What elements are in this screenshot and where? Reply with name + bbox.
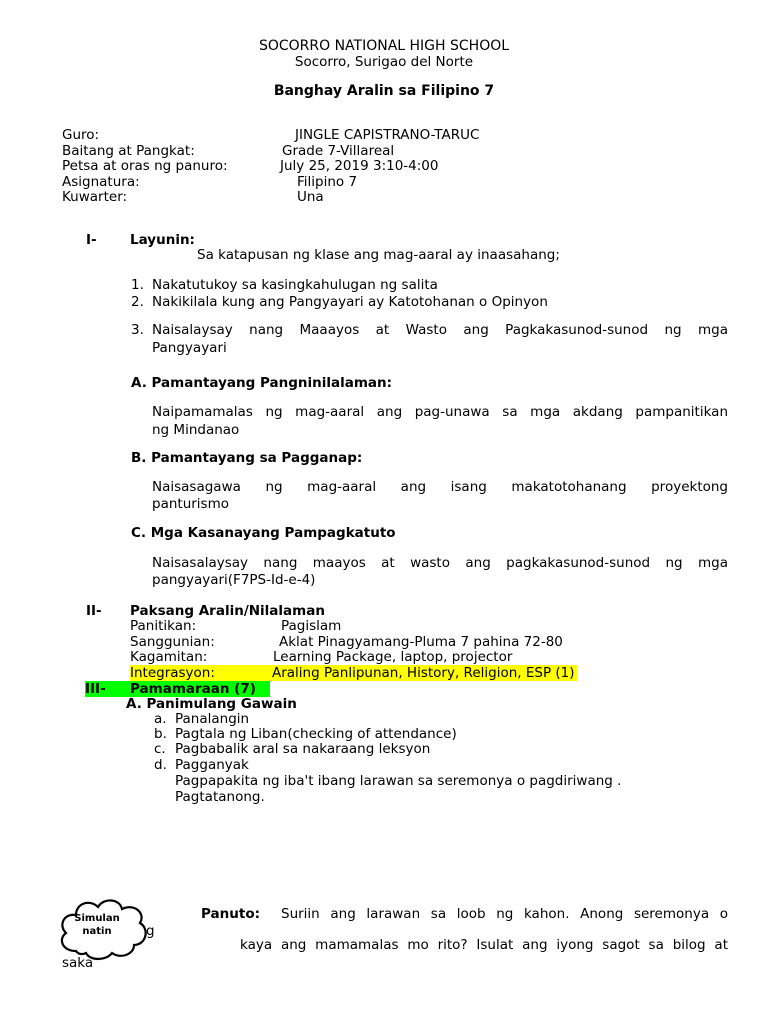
integrasyon-label: Integrasyon: xyxy=(130,665,272,681)
list-item-letter: d. xyxy=(154,757,167,773)
objective-text: Nakikilala kung ang Pangyayari ay Katotohanan o Opinyon xyxy=(152,294,548,310)
panuto-label: Panuto: xyxy=(201,906,260,922)
subsection-b-title: B. Pamantayang sa Pagganap: xyxy=(131,450,363,466)
panitikan-value: Pagislam xyxy=(281,618,342,634)
section1-title: Layunin: xyxy=(130,232,195,248)
sanggunian-label: Sanggunian: xyxy=(130,634,215,650)
section2-title: Paksang Aralin/Nilalaman xyxy=(130,603,325,619)
document-title: Banghay Aralin sa Filipino 7 xyxy=(273,83,495,99)
objective-text-continued: Pangyayari xyxy=(152,340,227,356)
panuto-text-continued: kaya ang mamamalas mo rito? Isulat ang iyong sagot sa bilog at xyxy=(240,937,728,953)
panuto-text: Suriin ang larawan sa loob ng kahon. Anong seremonya o xyxy=(281,906,728,922)
subsection-c-text-continued: pangyayari(F7PS-Id-e-4) xyxy=(152,572,316,588)
objective-number: 1. xyxy=(131,277,144,293)
info-label-asignatura: Asignatura: xyxy=(62,174,140,190)
list-item-letter: a. xyxy=(154,711,167,727)
stray-text-g: g xyxy=(146,923,155,939)
objective-text: Naisalaysay nang Maaayos at Wasto ang Pagkakasunod-sunod ng mga xyxy=(152,322,728,338)
subsection-c-text: Naisasalaysay nang maayos at wasto ang pagkakasunod-sunod ng mga xyxy=(152,555,728,571)
info-label-petsa: Petsa at oras ng panuro: xyxy=(62,158,228,174)
info-value-asignatura: Filipino 7 xyxy=(297,174,358,190)
sanggunian-value: Aklat Pinagyamang-Pluma 7 pahina 72-80 xyxy=(279,634,563,650)
info-label-kuwarter: Kuwarter: xyxy=(62,189,128,205)
subsection-b-text-continued: panturismo xyxy=(152,496,229,512)
subsection-a-title: A. Pamantayang Pangninilalaman: xyxy=(131,375,393,391)
section1-intro: Sa katapusan ng klase ang mag-aaral ay inaasahang; xyxy=(197,247,560,263)
list-item: Pagbabalik aral sa nakaraang leksyon xyxy=(175,741,431,757)
info-value-baitang: Grade 7-Villareal xyxy=(282,143,395,159)
pagganyak-question: Pagtatanong. xyxy=(175,789,265,805)
info-value-guro: JINGLE CAPISTRANO-TARUC xyxy=(295,127,480,143)
stray-text-saka: saka xyxy=(62,955,94,971)
school-name: SOCORRO NATIONAL HIGH SCHOOL xyxy=(258,38,510,54)
cloud-label-line1: Simulan xyxy=(74,913,120,924)
subsection-b-text: Naisasagawa ng mag-aaral ang isang makatotohanang proyektong xyxy=(152,479,728,495)
kagamitan-label: Kagamitan: xyxy=(130,649,208,665)
list-item: Pagtala ng Liban(checking of attendance) xyxy=(175,726,457,742)
section1-number: I- xyxy=(86,232,97,248)
school-location: Socorro, Surigao del Norte xyxy=(294,54,474,70)
list-item: Pagganyak xyxy=(175,757,249,773)
list-item: Panalangin xyxy=(175,711,250,727)
panimulang-gawain-title: A. Panimulang Gawain xyxy=(126,696,297,712)
list-item-letter: c. xyxy=(154,741,166,757)
subsection-c-title: C. Mga Kasanayang Pampagkatuto xyxy=(131,525,396,541)
objective-text: Nakatutukoy sa kasingkahulugan ng salita xyxy=(152,277,438,293)
kagamitan-value: Learning Package, laptop, projector xyxy=(273,649,513,665)
subsection-a-text: Naipamamalas ng mag-aaral ang pag-unawa sa mga akdang pampanitikan xyxy=(152,404,728,420)
pagganyak-description: Pagpapakita ng iba't ibang larawan sa seremonya o pagdiriwang . xyxy=(175,773,622,789)
info-label-baitang: Baitang at Pangkat: xyxy=(62,143,195,159)
panitikan-label: Panitikan: xyxy=(130,618,197,634)
section2-number: II- xyxy=(86,603,102,619)
objective-number: 3. xyxy=(131,322,144,338)
info-value-kuwarter: Una xyxy=(297,189,324,205)
section3-number: III- xyxy=(85,681,106,697)
cloud-label-line2: natin xyxy=(82,926,112,937)
list-item-letter: b. xyxy=(154,726,167,742)
integrasyon-value: Araling Panlipunan, History, Religion, ESP (1) xyxy=(272,665,575,681)
objective-number: 2. xyxy=(131,294,144,310)
subsection-a-text-continued: ng Mindanao xyxy=(152,422,240,438)
info-value-petsa: July 25, 2019 3:10-4:00 xyxy=(280,158,439,174)
section3-heading xyxy=(85,681,270,697)
info-label-guro: Guro: xyxy=(62,127,100,143)
section3-title: Pamamaraan (7) xyxy=(130,681,256,697)
